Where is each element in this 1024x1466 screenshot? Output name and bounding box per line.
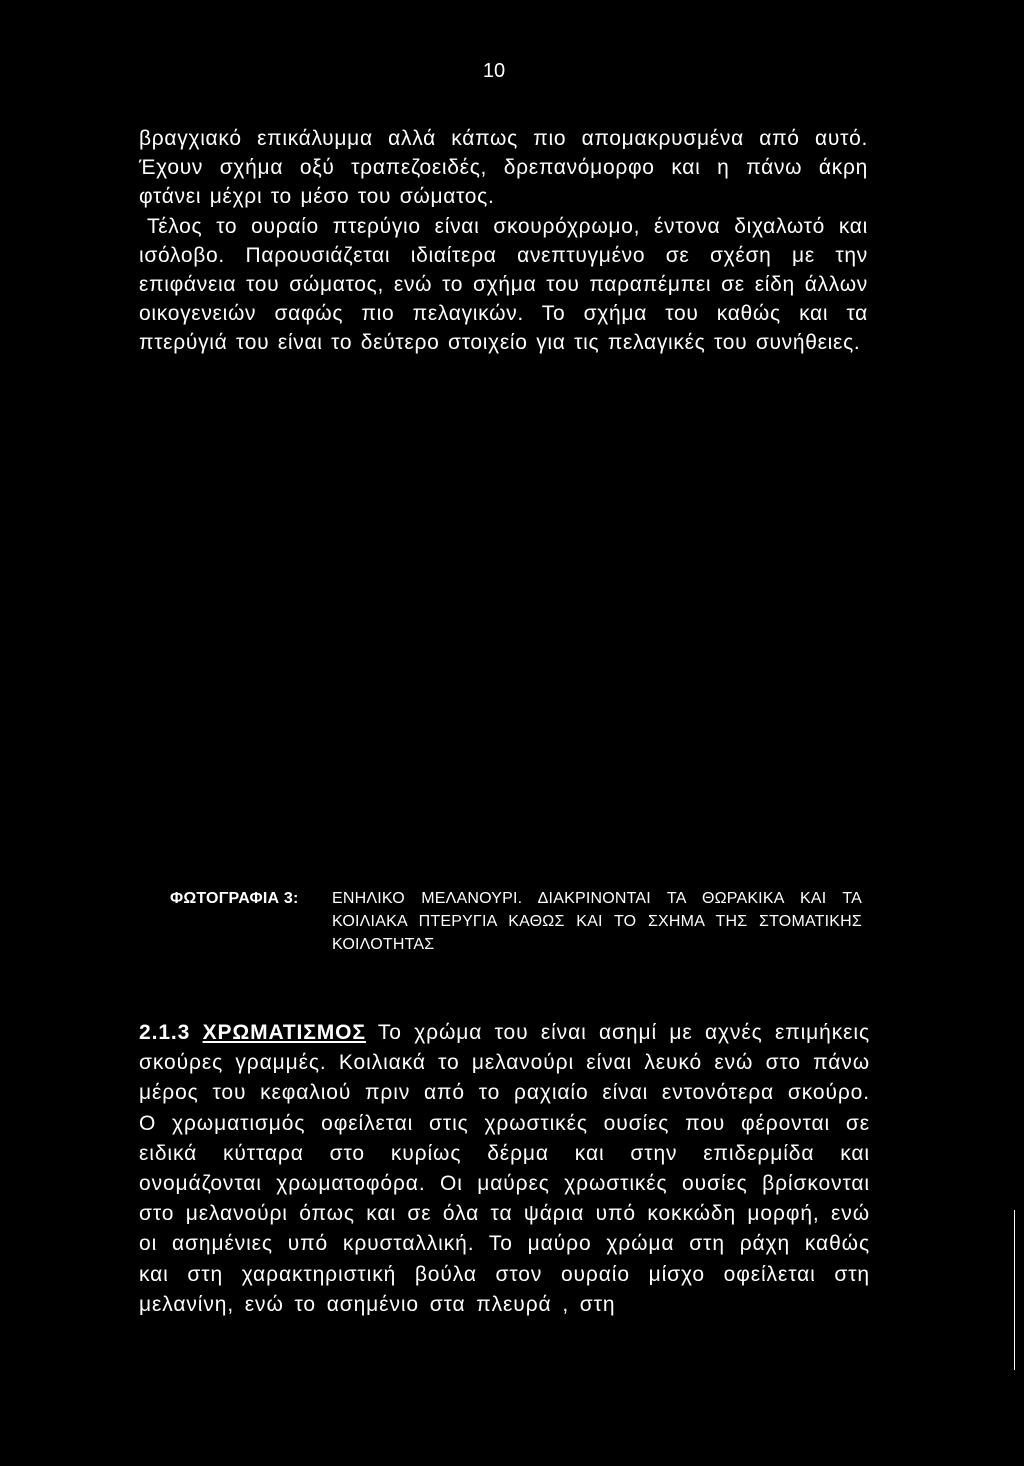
margin-line (1014, 1210, 1015, 1370)
paragraph-tail-fin: Τέλος το ουραίο πτερύγιο είναι σκουρόχρωμο, έντονα διχαλωτό και ισόλοβο. Παρουσιάζεται ιδιαίτερα ανεπτυγμένο σε σχέση με την επιφάνεια του σώματος, ενώ το σχήμα του παραπέμπει σε είδη άλλων οικογενειών σαφώς πιο πελαγικών. Το σχήμα του καθώς και τα πτερύγιά του είναι το δεύτερο στοιχείο για τις πελαγικές του συνήθειες. (139, 214, 868, 355)
section-body: Το χρώμα του είναι ασημί με αχνές επιμήκεις σκούρες γραμμές. Κοιλιακά το μελανούρι είναι λευκό ενώ στο πάνω μέρος του κεφαλιού πριν από το ραχιαίο είναι εντονότερα σκούρο. Ο χρωματισμός οφείλεται στις χρωστικές ουσίες που φέρονται σε ειδικά κύτταρα στο κυρίως δέρμα και στην επιδερμίδα και ονομάζονται χρωματοφόρα. Οι μαύρες χρωστικές ουσίες βρίσκονται στο μελανούρι όπως και σε όλα τα ψάρια υπό κοκκώδη μορφή, ενώ οι ασημένιες υπό κρυσταλλική. Το μαύρο χρώμα στη ράχη καθώς και στη χαρακτηριστική βούλα στον ουραίο μίσχο οφείλεται στη μελανίνη, ενώ το ασημένιο στα πλευρά , στη (139, 1021, 870, 1316)
caption-label: ΦΩΤΟΓΡΑΦΙΑ 3: (170, 890, 299, 907)
body-text-top (139, 124, 868, 358)
section-title: ΧΡΩΜΑΤΙΣΜΟΣ (202, 1021, 366, 1044)
page-number: 10 (482, 60, 506, 82)
section-coloration (139, 1018, 870, 1320)
section-number: 2.1.3 (139, 1021, 191, 1044)
paragraph-gill-cover: βραγχιακό επικάλυμμα αλλά κάπως πιο απομακρυσμένα από αυτό. Έχουν σχήμα οξύ τραπεζοειδές, δρεπανόμορφο και η πάνω άκρη φτάνει μέχρι το μέσο του σώματος. (139, 127, 868, 209)
photo-caption (170, 887, 870, 956)
caption-text: ΕΝΗΛΙΚΟ ΜΕΛΑΝΟΥΡΙ. ΔΙΑΚΡΙΝΟΝΤΑΙ ΤΑ ΘΩΡΑΚΙΚΑ ΚΑΙ ΤΑ ΚΟΙΛΙΑΚΑ ΠΤΕΡΥΓΙΑ ΚΑΘΩΣ ΚΑΙ ΤΟ ΣΧΗΜΑ ΤΗΣ ΣΤΟΜΑΤΙΚΗΣ ΚΟΙΛΟΤΗΤΑΣ (332, 890, 862, 953)
